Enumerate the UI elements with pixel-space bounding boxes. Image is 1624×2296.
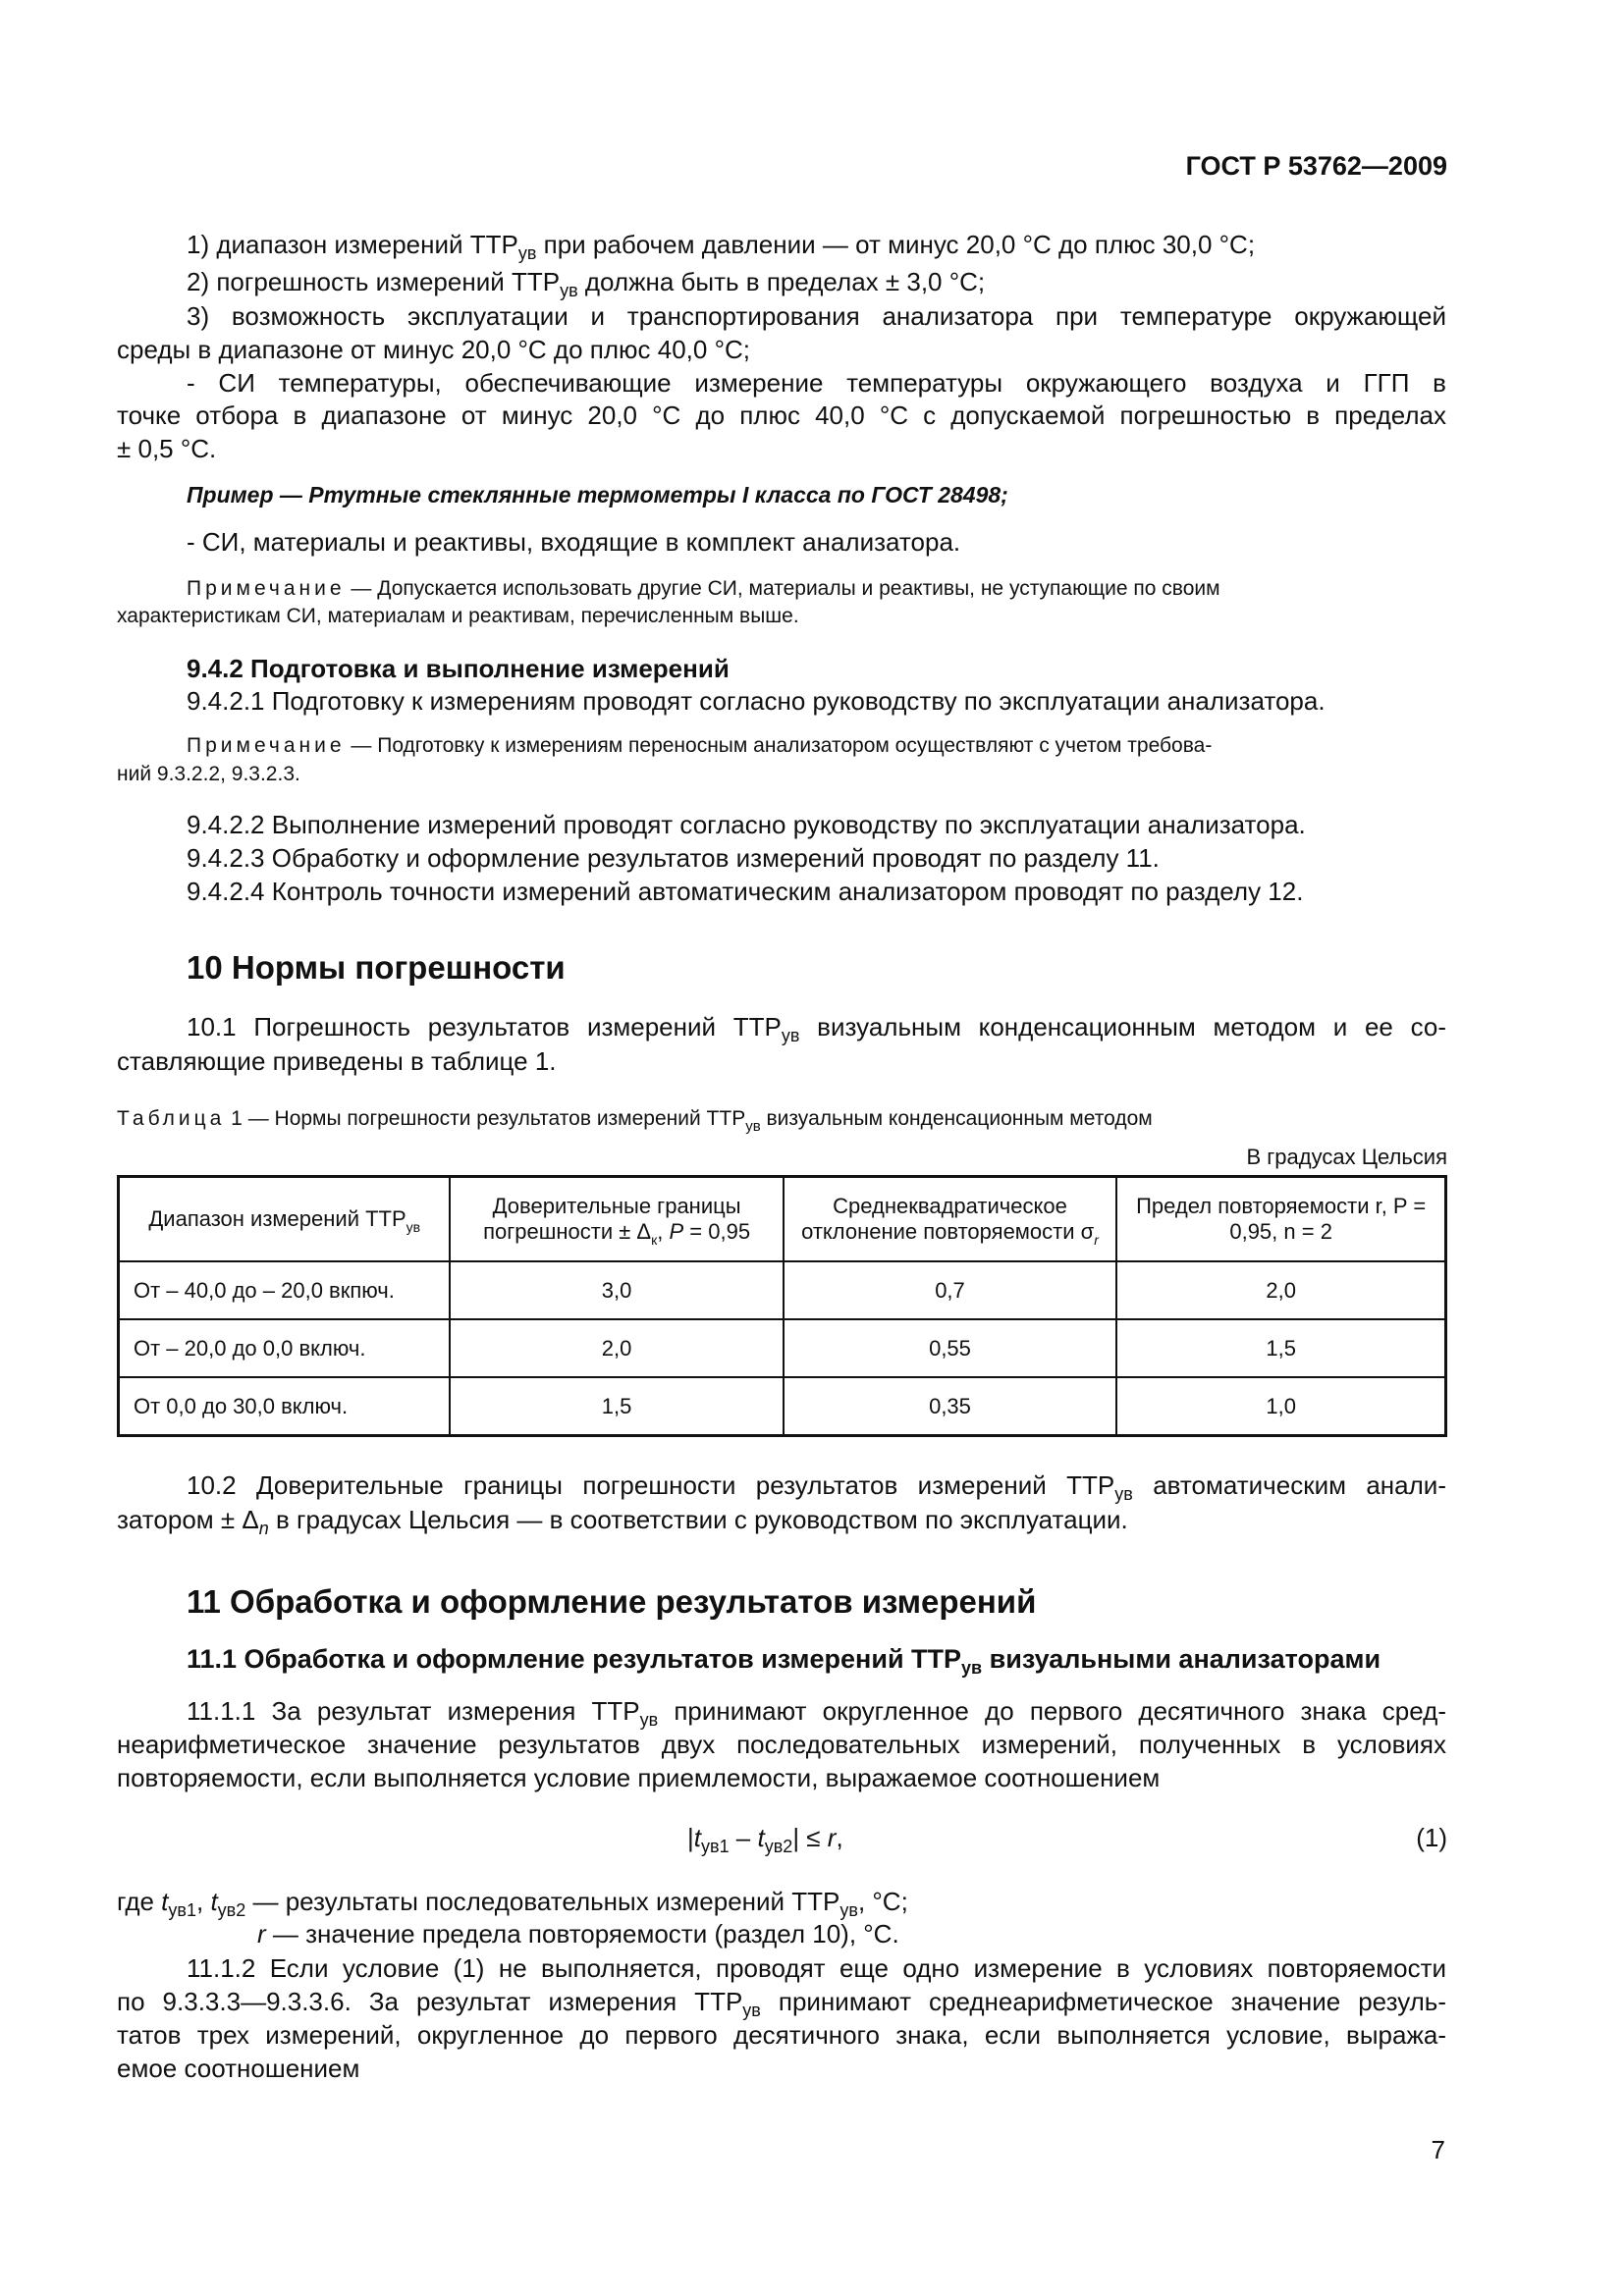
para-10-1a: 10.1 Погрешность результатов измерений $ТТР_{ув}$ визуальным конденсационным методом и ее со-	[187, 1012, 1446, 1045]
table-cell: 2,0	[450, 1319, 783, 1377]
table-header-confidence: Доверительные границы погрешности ± $\Delta_к$, P = 0,95	[450, 1177, 783, 1262]
table-header-sigma: Среднеквадратическое отклонение повторяемости $\sigma_r$	[784, 1177, 1117, 1262]
para-11-1-1c: повторяемости, если выполняется условие приемлемости, выражаемое соотношением	[117, 1763, 1161, 1792]
table-cell: От – 40,0 до – 20,0 вкпюч.	[119, 1261, 451, 1319]
table-cell: 0,55	[784, 1319, 1117, 1377]
para-11-1-1a: 11.1.1 За результат измерения $ТТР_{ув}$ принимают округленное до первого десятичного знака сред-	[187, 1696, 1446, 1730]
intro-line-3a: 3) возможность эксплуатации и транспортирования анализатора при температуре окружающей	[187, 301, 1446, 331]
table-cell: От – 20,0 до 0,0 включ.	[119, 1319, 451, 1377]
norms-table	[117, 1175, 1447, 1437]
note-2-cont: ний 9.3.2.2, 9.3.2.3.	[117, 763, 300, 785]
intro-line-5: - СИ, материалы и реактивы, входящие в комплект анализатора.	[187, 527, 961, 557]
para-10-2b: затором ± $\Delta_n$ в градусах Цельсия — в соответствии с руководством по эксплуатации.	[117, 1505, 1128, 1538]
intro-line-2: 2) погрешность измерений $ТТР_{ув}$ должна быть в пределах ± 3,0 °С;	[187, 267, 986, 300]
para-11-1-1b: неарифметическое значение результатов двух последовательных измерений, полученных в условиях	[117, 1730, 1446, 1759]
section-11-title: 11 Обработка и оформление результатов измерений	[187, 1583, 1037, 1620]
table-cell: 3,0	[450, 1261, 783, 1319]
document-code: ГОСТ Р 53762—2009	[1185, 151, 1447, 181]
table-cell: 0,7	[784, 1261, 1117, 1319]
note-1: Примечание — Допускается использовать другие СИ, материалы и реактивы, не уступающие по своим	[187, 577, 1220, 600]
para-11-1-2d: емое соотношением	[117, 2054, 360, 2083]
example-text: Пример — Ртутные стеклянные термометры I класса по ГОСТ 28498;	[187, 482, 1008, 507]
section-10-title: 10 Нормы погрешности	[187, 949, 566, 986]
page-number: 7	[1431, 2135, 1445, 2164]
table-cell: 1,0	[1116, 1377, 1445, 1436]
table-cell: 0,35	[784, 1377, 1117, 1436]
section-11-1-title: 11.1 Обработка и оформление результатов измерений $ТТР_{ув}$ визуальными анализаторами	[187, 1644, 1381, 1678]
table-cell: 1,5	[450, 1377, 783, 1436]
table-units: В градусах Цельсия	[1246, 1145, 1447, 1169]
table-header-row	[119, 1177, 1446, 1262]
where-line-1: где $t_{ув1}$, $t_{ув2}$ — результаты последовательных измерений $ТТР_{ув}$, °С;	[117, 1887, 908, 1920]
intro-line-4a: - СИ температуры, обеспечивающие измерение температуры окружающего воздуха и ГГП в	[187, 368, 1446, 398]
para-11-1-2c: татов трех измерений, округленное до первого десятичного знака, если выполняется условие, выража-	[117, 2020, 1446, 2050]
table-cell: 1,5	[1116, 1319, 1445, 1377]
intro-line-4c: ± 0,5 °С.	[117, 434, 217, 463]
table-row	[119, 1319, 1446, 1377]
table-cell: От 0,0 до 30,0 включ.	[119, 1377, 451, 1436]
where-line-2: r — значение предела повторяемости (раздел 10), °С.	[257, 1919, 899, 1949]
formula-1-number: (1)	[1416, 1823, 1447, 1852]
para-10-1b: ставляющие приведены в таблице 1.	[117, 1046, 557, 1076]
para-10-2a: 10.2 Доверительные границы погрешности результатов измерений $ТТР_{ув}$ автоматическим анали-	[187, 1470, 1446, 1504]
para-9-4-2-3: 9.4.2.3 Обработку и оформление результатов измерений проводят по разделу 11.	[187, 843, 1160, 873]
section-9-4-2-title: 9.4.2 Подготовка и выполнение измерений	[187, 654, 730, 683]
para-11-1-2a: 11.1.2 Если условие (1) не выполняется, проводят еще одно измерение в условиях повторяемости	[187, 1953, 1446, 1983]
table-cell: 2,0	[1116, 1261, 1445, 1319]
formula-1: $|t_{ув1} - t_{ув2}| \le r$,	[687, 1823, 843, 1856]
para-11-1-2b: по 9.3.3.3—9.3.3.6. За результат измерения $ТТР_{ув}$ принимают среднеарифметическое значение резуль-	[117, 1987, 1446, 2020]
intro-line-4b: точке отбора в диапазоне от минус 20,0 °С до плюс 40,0 °С с допускаемой погрешностью в пределах	[117, 400, 1446, 430]
para-9-4-2-2: 9.4.2.2 Выполнение измерений проводят согласно руководству по эксплуатации анализатора.	[187, 810, 1306, 839]
table-header-repeatability: Предел повторяемости r, P = 0,95, n = 2	[1116, 1177, 1445, 1262]
table-row	[119, 1261, 1446, 1319]
intro-line-3b: среды в диапазоне от минус 20,0 °С до плюс 40,0 °С;	[117, 335, 750, 364]
table-row	[119, 1377, 1446, 1436]
note-1-cont: характеристикам СИ, материалам и реактивам, перечисленным выше.	[117, 605, 799, 627]
para-9-4-2-1: 9.4.2.1 Подготовку к измерениям проводят согласно руководству по эксплуатации анализатора.	[187, 686, 1326, 716]
table-header-range: Диапазон измерений $ТТР_{ув}$	[119, 1177, 451, 1262]
intro-line-1: 1) диапазон измерений $ТТР_{ув}$ при рабочем давлении — от минус 20,0 °С до плюс 30,0 °С;	[187, 230, 1256, 263]
table-caption: Таблица 1 — Нормы погрешности результатов измерений $ТТР_{ув}$ визуальным конденсационным методом	[117, 1107, 1153, 1135]
para-9-4-2-4: 9.4.2.4 Контроль точности измерений автоматическим анализатором проводят по разделу 12.	[187, 877, 1304, 906]
note-2: Примечание — Подготовку к измерениям переносным анализатором осуществляют с учетом требова-	[187, 734, 1213, 757]
